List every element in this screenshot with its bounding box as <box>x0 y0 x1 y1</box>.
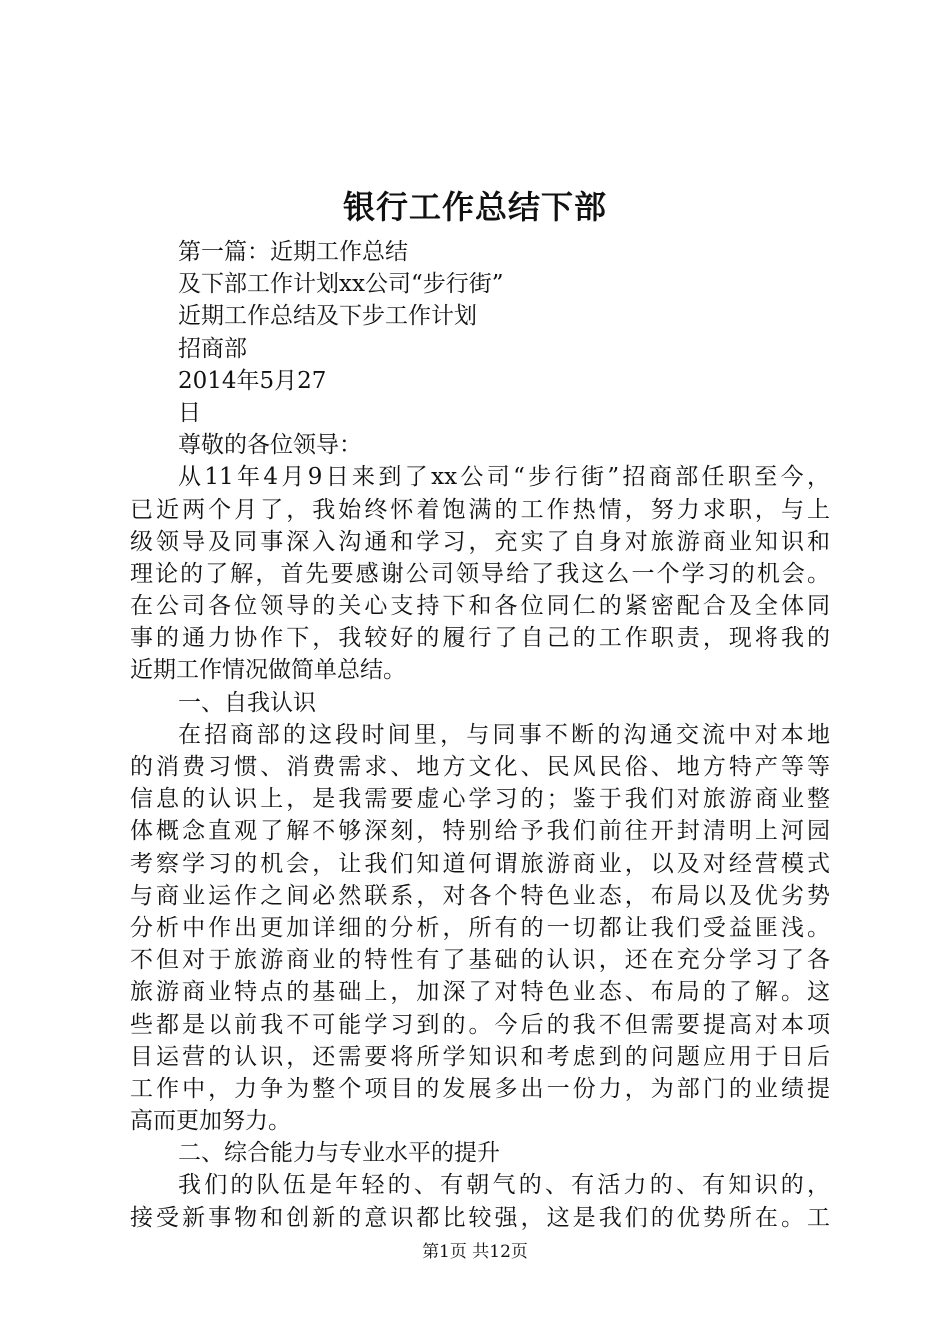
paragraph-line: 我们的队伍是年轻的、有朝气的、有活力的、有知识的， <box>178 1172 830 1199</box>
header-line: 招商部 <box>178 335 247 362</box>
paragraph-line: 的消费习惯、消费需求、地方文化、民风民俗、地方特产等等 <box>130 754 830 780</box>
paragraph-line: 接受新事物和创新的意识都比较强，这是我们的优势所在。工 <box>130 1204 830 1231</box>
paragraph-line: 在招商部的这段时间里，与同事不断的沟通交流中对本地 <box>178 721 830 748</box>
paragraph-line: 信息的认识上，是我需要虚心学习的；鉴于我们对旅游商业整 <box>130 786 830 813</box>
page-footer: 第1页 共12页 <box>422 1242 528 1262</box>
paragraph-line: 近期工作情况做简单总结。 <box>130 657 406 684</box>
paragraph-line: 不但对于旅游商业的特性有了基础的认识，还在充分学习了各 <box>130 947 830 974</box>
paragraph-line: 在公司各位领导的关心支持下和各位同仁的紧密配合及全体同 <box>130 593 830 620</box>
salutation: 尊敬的各位领导： <box>178 432 362 459</box>
document-title: 银行工作总结下部 <box>342 188 607 226</box>
paragraph-line: 与商业运作之间必然联系，对各个特色业态，布局以及优劣势 <box>130 882 830 909</box>
header-line: 2014年5月27 <box>178 367 327 394</box>
header-line: 近期工作总结及下步工作计划 <box>178 303 477 330</box>
paragraph-line: 级领导及同事深入沟通和学习，充实了自身对旅游商业知识和 <box>130 528 830 555</box>
paragraph-line: 分析中作出更加详细的分析，所有的一切都让我们受益匪浅。 <box>130 914 830 941</box>
paragraph-line: 已近两个月了，我始终怀着饱满的工作热情，努力求职，与上 <box>130 496 830 523</box>
header-line: 日 <box>178 399 201 426</box>
paragraph-line: 旅游商业特点的基础上，加深了对特色业态、布局的了解。这 <box>130 979 830 1006</box>
section-heading: 二、综合能力与专业水平的提升 <box>178 1140 500 1167</box>
document-body <box>130 236 830 1234</box>
paragraph-line: 从11年4月9日来到了xx公司“步行街”招商部任职至今， <box>178 464 830 491</box>
paragraph-line: 工作中，力争为整个项目的发展多出一份力，为部门的业绩提 <box>130 1075 830 1102</box>
paragraph-line: 些都是以前我不可能学习到的。今后的我不但需要提高对本项 <box>130 1011 830 1038</box>
header-line: 第一篇：近期工作总结 <box>178 239 408 265</box>
paragraph-line: 考察学习的机会，让我们知道何谓旅游商业，以及对经营模式 <box>130 850 830 877</box>
paragraph-line: 目运营的认识，还需要将所学知识和考虑到的问题应用于日后 <box>130 1043 830 1070</box>
paragraph-line: 理论的了解，首先要感谢公司领导给了我这么一个学习的机会。 <box>130 560 830 587</box>
paragraph-line: 体概念直观了解不够深刻，特别给予我们前往开封清明上河园 <box>130 818 830 845</box>
paragraph-line: 事的通力协作下，我较好的履行了自己的工作职责，现将我的 <box>130 625 830 652</box>
section-heading: 一、自我认识 <box>178 689 316 716</box>
paragraph-line: 高而更加努力。 <box>130 1108 291 1135</box>
header-line: 及下部工作计划xx公司“步行街” <box>178 271 504 298</box>
